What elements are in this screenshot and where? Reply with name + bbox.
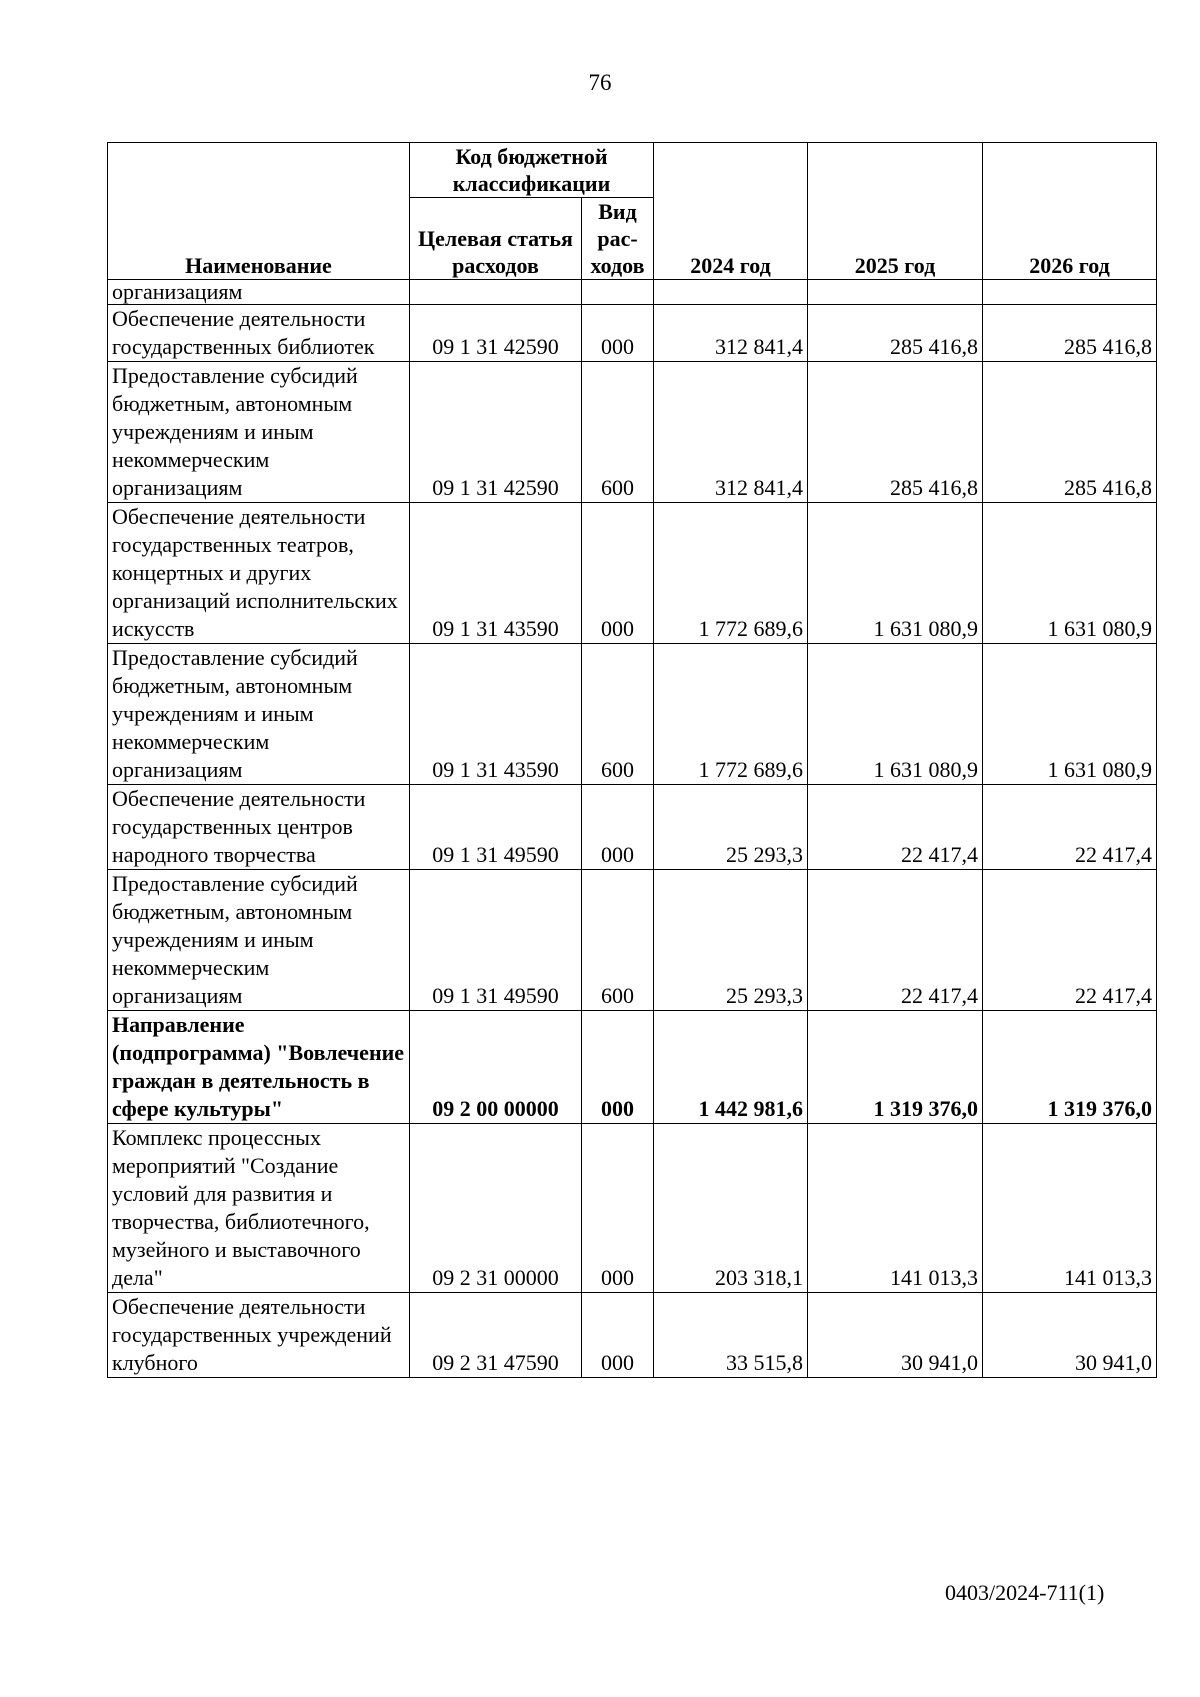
row-target-article: 09 1 31 49590 xyxy=(410,870,582,1011)
row-target-article: 09 1 31 43590 xyxy=(410,644,582,785)
row-expense-kind: 600 xyxy=(582,870,654,1011)
page-number: 76 xyxy=(588,70,612,95)
row-name: Направление (подпрограмма) "Вовлечение граждан в деятельность в сфере культуры" xyxy=(108,1011,410,1124)
row-value-2025: 30 941,0 xyxy=(808,1293,983,1378)
row-value-2026 xyxy=(983,280,1157,305)
table-row xyxy=(108,644,1157,785)
table-body xyxy=(108,280,1157,1378)
row-target-article: 09 1 31 49590 xyxy=(410,785,582,870)
row-value-2026: 285 416,8 xyxy=(983,305,1157,362)
header-target-article: Целевая статья расходов xyxy=(410,198,582,280)
row-value-2024: 25 293,3 xyxy=(654,785,808,870)
row-expense-kind: 000 xyxy=(582,1011,654,1124)
row-value-2026: 141 013,3 xyxy=(983,1124,1157,1293)
header-2024: 2024 год xyxy=(654,143,808,280)
row-target-article: 09 2 31 47590 xyxy=(410,1293,582,1378)
row-name: Предоставление субсидий бюджетным, автономным учреждениям и иным некоммерческим организациям xyxy=(108,870,410,1011)
header-2026: 2026 год xyxy=(983,143,1157,280)
row-expense-kind: 000 xyxy=(582,305,654,362)
table-row xyxy=(108,503,1157,644)
row-value-2025 xyxy=(808,280,983,305)
table-row xyxy=(108,1293,1157,1378)
row-value-2024: 1 772 689,6 xyxy=(654,644,808,785)
row-value-2024: 1 442 981,6 xyxy=(654,1011,808,1124)
row-target-article xyxy=(410,280,582,305)
budget-table xyxy=(107,142,1157,1378)
header-name: Наименование xyxy=(108,143,410,280)
row-value-2024: 1 772 689,6 xyxy=(654,503,808,644)
row-expense-kind xyxy=(582,280,654,305)
row-name: Предоставление субсидий бюджетным, автономным учреждениям и иным некоммерческим организациям xyxy=(108,644,410,785)
row-name: Обеспечение деятельности государственных театров, концертных и других организаций исполнительских искусств xyxy=(108,503,410,644)
header-code-group: Код бюджетной классификации xyxy=(410,143,654,198)
row-expense-kind: 000 xyxy=(582,1124,654,1293)
row-value-2024 xyxy=(654,280,808,305)
row-expense-kind: 600 xyxy=(582,644,654,785)
row-value-2026: 22 417,4 xyxy=(983,870,1157,1011)
row-expense-kind: 000 xyxy=(582,785,654,870)
row-value-2026: 30 941,0 xyxy=(983,1293,1157,1378)
row-value-2026: 22 417,4 xyxy=(983,785,1157,870)
header-2025: 2025 год xyxy=(808,143,983,280)
row-value-2025: 285 416,8 xyxy=(808,362,983,503)
row-value-2024: 203 318,1 xyxy=(654,1124,808,1293)
row-value-2026: 1 631 080,9 xyxy=(983,503,1157,644)
row-target-article: 09 1 31 42590 xyxy=(410,362,582,503)
table-header xyxy=(108,143,1157,280)
row-value-2025: 285 416,8 xyxy=(808,305,983,362)
table-row xyxy=(108,870,1157,1011)
row-value-2025: 1 631 080,9 xyxy=(808,503,983,644)
row-value-2026: 1 319 376,0 xyxy=(983,1011,1157,1124)
table-row xyxy=(108,362,1157,503)
row-value-2025: 1 319 376,0 xyxy=(808,1011,983,1124)
row-value-2024: 312 841,4 xyxy=(654,305,808,362)
table-row xyxy=(108,305,1157,362)
row-name: Обеспечение деятельности государственных центров народного творчества xyxy=(108,785,410,870)
table-row xyxy=(108,1124,1157,1293)
row-target-article: 09 2 00 00000 xyxy=(410,1011,582,1124)
row-target-article: 09 2 31 00000 xyxy=(410,1124,582,1293)
row-name: Предоставление субсидий бюджетным, автономным учреждениям и иным некоммерческим организациям xyxy=(108,362,410,503)
row-expense-kind: 000 xyxy=(582,1293,654,1378)
row-value-2025: 141 013,3 xyxy=(808,1124,983,1293)
row-name: Обеспечение деятельности государственных библиотек xyxy=(108,305,410,362)
row-expense-kind: 000 xyxy=(582,503,654,644)
row-value-2025: 22 417,4 xyxy=(808,870,983,1011)
row-expense-kind: 600 xyxy=(582,362,654,503)
row-target-article: 09 1 31 43590 xyxy=(410,503,582,644)
row-name: Комплекс процессных мероприятий "Создание условий для развития и творчества, библиотечного, музейного и выставочного дела" xyxy=(108,1124,410,1293)
row-name: Обеспечение деятельности государственных учреждений клубного xyxy=(108,1293,410,1378)
row-target-article: 09 1 31 42590 xyxy=(410,305,582,362)
row-value-2025: 22 417,4 xyxy=(808,785,983,870)
row-value-2026: 1 631 080,9 xyxy=(983,644,1157,785)
row-value-2024: 25 293,3 xyxy=(654,870,808,1011)
row-name: организациям xyxy=(108,280,410,305)
header-expense-kind: Вид рас-ходов xyxy=(582,198,654,280)
document-code: 0403/2024-711(1) xyxy=(945,1580,1105,1605)
row-value-2026: 285 416,8 xyxy=(983,362,1157,503)
table-row xyxy=(108,785,1157,870)
row-value-2024: 33 515,8 xyxy=(654,1293,808,1378)
table-row xyxy=(108,1011,1157,1124)
row-value-2024: 312 841,4 xyxy=(654,362,808,503)
row-value-2025: 1 631 080,9 xyxy=(808,644,983,785)
table-row xyxy=(108,280,1157,305)
